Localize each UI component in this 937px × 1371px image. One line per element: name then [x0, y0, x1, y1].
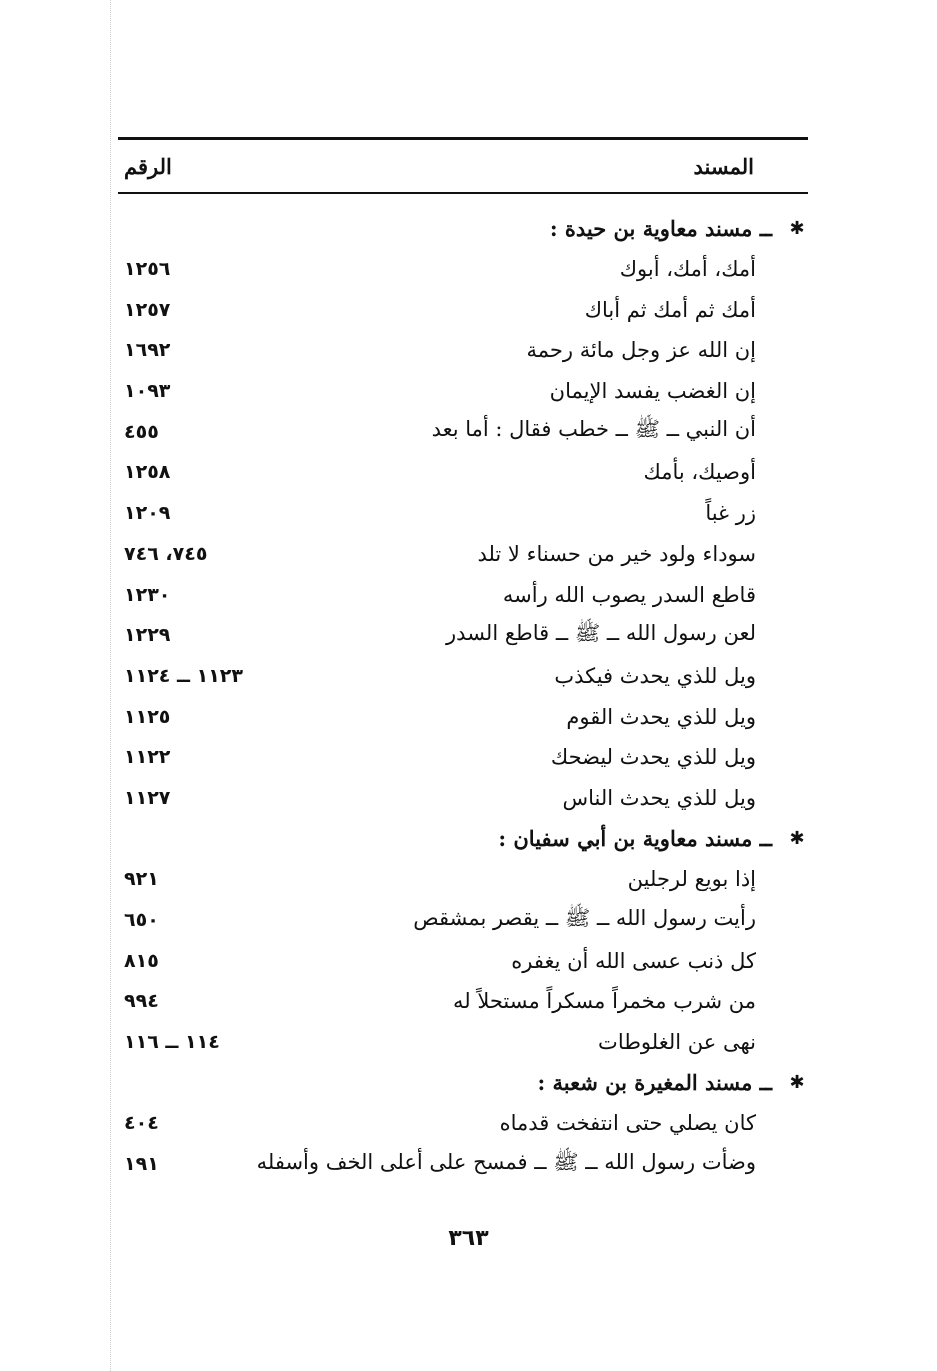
entry-text: ويل للذي يحدث القوم [566, 704, 756, 729]
entry-text: نهى عن الغلوطات [598, 1030, 756, 1055]
entry-number: ١٢٥٦ [124, 258, 171, 281]
entry-text: أمك ثم أمك ثم أباك [584, 297, 756, 322]
page-number: ٣٦٣ [448, 1226, 489, 1251]
entry-number: ٧٤٥، ٧٤٦ [124, 542, 208, 565]
section-heading [118, 1062, 808, 1103]
entry-number: ١١٢٢ [124, 746, 171, 769]
entry-number: ٩٢١ [124, 868, 159, 891]
entry-number: ٨١٥ [124, 949, 159, 972]
entry-number: ١١٢٣ ــ ١١٢٤ [124, 664, 243, 687]
section-heading [118, 818, 808, 859]
entry-number: ١٢٣٠ [124, 583, 171, 606]
table-header [118, 140, 808, 192]
index-entry [118, 737, 808, 778]
entry-text: ويل للذي يحدث الناس [562, 785, 756, 810]
header-bottom-rule [118, 192, 808, 194]
section-title [498, 826, 808, 851]
entry-text: كل ذنب عسى الله أن يغفره [511, 948, 756, 973]
index-entry [118, 1103, 808, 1144]
entry-text: إن الله عز وجل مائة رحمة [526, 338, 756, 363]
entry-text: ويل للذي يحدث ليضحك [550, 745, 756, 770]
entry-number: ١١٢٧ [124, 786, 171, 809]
index-entry [118, 534, 808, 575]
index-entry [118, 452, 808, 493]
entry-text: أوصيك، بأمك [643, 460, 756, 485]
index-entry [118, 940, 808, 981]
entry-text: سوداء ولود خير من حسناء لا تلد [477, 541, 756, 566]
index-page [118, 137, 808, 1185]
entry-text: كان يصلي حتى انتفخت قدماه [499, 1111, 756, 1136]
entry-number: ٤٠٤ [124, 1112, 159, 1135]
section-title [550, 216, 808, 241]
entry-number: ١٠٩٣ [124, 380, 171, 403]
column-header-number: الرقم [124, 153, 172, 179]
entry-number: ١٢٠٩ [124, 502, 171, 525]
index-entry [118, 1022, 808, 1063]
column-header-musnad: المسند [693, 153, 754, 179]
entry-text: زر غباً [705, 501, 756, 526]
entry-number: ٦٥٠ [124, 909, 159, 932]
asterisk-icon: ✱ [789, 828, 805, 850]
entry-text: إذا بويع لرجلين [627, 867, 756, 892]
index-entry [118, 371, 808, 412]
index-list [118, 208, 808, 1185]
scan-margin-rule [110, 0, 111, 1371]
entry-number: ١٩١ [124, 1153, 159, 1176]
entry-number: ١٢٥٨ [124, 461, 171, 484]
section-title-text: ــ مسند معاوية بن أبي سفيان : [498, 826, 772, 852]
entry-number: ١٢٥٧ [124, 298, 171, 321]
entry-number: ١١٢٥ [124, 705, 171, 728]
entry-number: ١٦٩٢ [124, 339, 171, 362]
entry-text: رأيت رسول الله ــ ﷺ ــ يقصر بمشقص [413, 905, 756, 930]
asterisk-icon: ✱ [789, 1072, 805, 1094]
section-title-text: ــ مسند المغيرة بن شعبة : [537, 1070, 772, 1096]
entry-text: من شرب مخمراً مسكراً مستحلاً له [453, 989, 756, 1014]
index-entry [118, 330, 808, 371]
section-title [537, 1070, 808, 1095]
entry-text: ويل للذي يحدث فيكذب [554, 663, 756, 688]
entry-number: ١١٤ ــ ١١٦ [124, 1031, 220, 1054]
index-entry [118, 778, 808, 819]
index-entry [118, 656, 808, 697]
index-entry [118, 574, 808, 615]
index-entry [118, 859, 808, 900]
index-entry [118, 249, 808, 290]
index-entry [118, 411, 808, 452]
entry-number: ٩٩٤ [124, 990, 159, 1013]
section-heading [118, 208, 808, 249]
entry-text: لعن رسول الله ــ ﷺ ــ قاطع السدر [446, 620, 756, 645]
index-entry [118, 1144, 808, 1185]
entry-text: قاطع السدر يصوب الله رأسه [502, 582, 756, 607]
entry-text: إن الغضب يفسد الإيمان [549, 379, 756, 404]
entry-number: ١٢٢٩ [124, 624, 171, 647]
index-entry [118, 696, 808, 737]
entry-text: أمك، أمك، أبوك [619, 257, 756, 282]
entry-text: أن النبي ــ ﷺ ــ خطب فقال : أما بعد [431, 417, 756, 442]
index-entry [118, 900, 808, 941]
index-entry [118, 289, 808, 330]
section-title-text: ــ مسند معاوية بن حيدة : [549, 215, 772, 241]
entry-number: ٤٥٥ [124, 420, 159, 443]
index-entry [118, 615, 808, 656]
index-entry [118, 493, 808, 534]
entry-text: وضأت رسول الله ــ ﷺ ــ فمسح على أعلى الخف وأسفله [256, 1149, 756, 1174]
asterisk-icon: ✱ [789, 217, 805, 239]
index-entry [118, 981, 808, 1022]
